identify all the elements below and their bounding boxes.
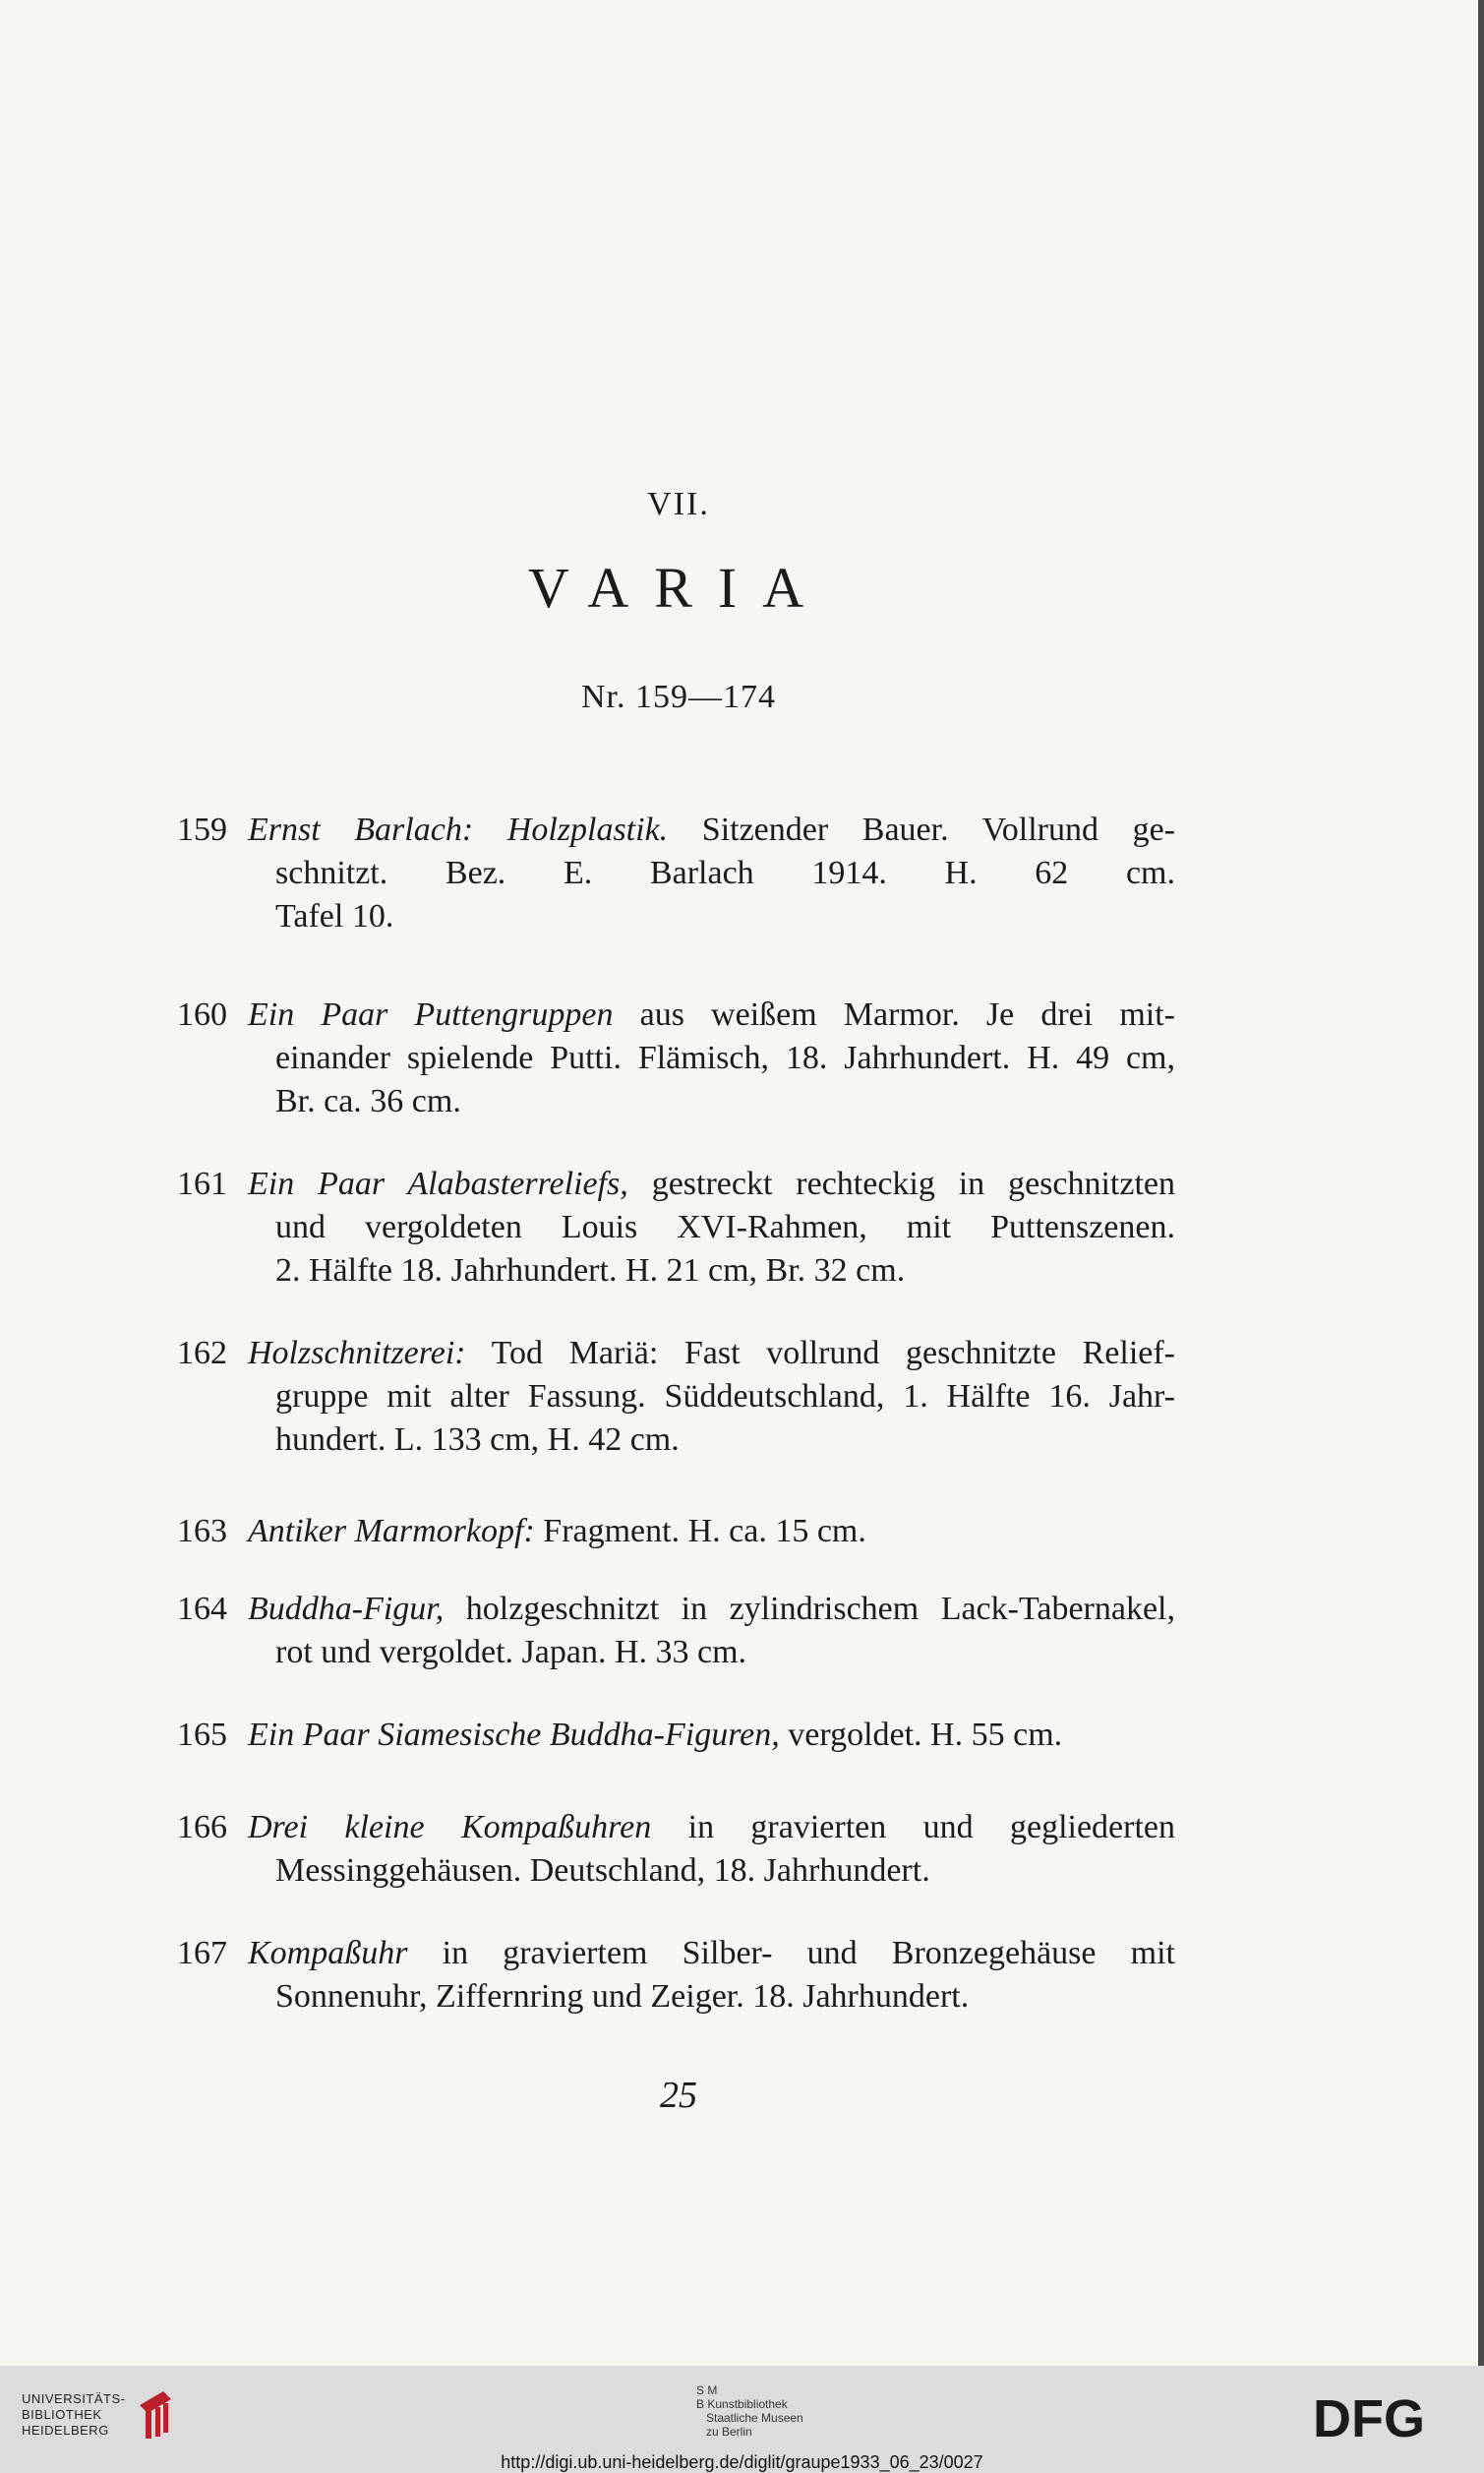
entry-number: 160 (177, 996, 227, 1033)
chapter-number: VII. (647, 486, 710, 522)
entry-number: 167 (177, 1935, 227, 1971)
entry-range: Nr. 159—174 (581, 679, 776, 715)
entry-title: Ein Paar Puttengruppen (248, 996, 614, 1033)
dfg-logo-icon (1313, 2387, 1460, 2446)
entry-line-1 (248, 1932, 1175, 1975)
entry-number: 159 (177, 812, 227, 848)
entry-line-1 (248, 1588, 1175, 1631)
entry-line-3: Br. ca. 36 cm. (275, 1083, 461, 1119)
entry-line-2: Sonnenuhr, Ziffernring und Zeiger. 18. Jahrhundert. (275, 1978, 970, 2015)
entry-text: in gravierten und gegliederten (687, 1809, 1175, 1845)
entry-number: 161 (177, 1166, 227, 1202)
entry-title: Drei kleine Kompaßuhren (248, 1809, 652, 1845)
entry-166 (177, 1806, 1175, 1893)
entry-title: Ein Paar Alabasterreliefs, (248, 1166, 628, 1202)
entry-line-2: Messinggehäusen. Deutschland, 18. Jahrhundert. (275, 1852, 930, 1889)
entry-line-3: Tafel 10. (275, 898, 394, 935)
entry-text: gestreckt rechteckig in geschnitzten (651, 1166, 1175, 1202)
entry-161 (177, 1163, 1175, 1293)
entry-164 (177, 1588, 1175, 1674)
entry-line-1 (248, 809, 1175, 852)
entry-162 (177, 1332, 1175, 1462)
entry-title: Antiker Marmorkopf: (248, 1513, 535, 1549)
entry-text: Sitzender Bauer. Vollrund ge- (701, 812, 1176, 848)
entry-line-1 (248, 994, 1175, 1037)
entry-line-1 (248, 1163, 1175, 1206)
entry-number: 164 (177, 1591, 227, 1627)
entry-text: in graviertem Silber- und Bronzegehäuse mit (442, 1935, 1175, 1971)
entry-number: 162 (177, 1335, 227, 1371)
library-name: UNIVERSITÄTS- BIBLIOTHEK HEIDELBERG (22, 2391, 126, 2438)
entry-167 (177, 1932, 1175, 2019)
entry-160 (177, 994, 1175, 1123)
entry-line-1 (248, 1510, 1175, 1553)
entry-number: 166 (177, 1809, 227, 1845)
page-edge (1478, 0, 1484, 2366)
entry-text: Tod Mariä: Fast vollrund geschnitzte Relief- (491, 1335, 1175, 1371)
entry-line-3: 2. Hälfte 18. Jahrhundert. H. 21 cm, Br. 32 cm. (275, 1252, 906, 1289)
chapter-title: VARIA (527, 556, 830, 620)
entry-title: Holzschnitzerei: (248, 1335, 466, 1371)
entry-title: Ein Paar Siamesische Buddha-Figuren, (248, 1717, 780, 1753)
entry-165 (177, 1714, 1175, 1757)
entry-line-2: gruppe mit alter Fassung. Süddeutschland, 1. Hälfte 16. Jahr- (275, 1378, 1175, 1415)
entry-title: Buddha-Figur, (248, 1591, 445, 1627)
entry-line-1 (248, 1714, 1175, 1757)
entry-number: 163 (177, 1513, 227, 1549)
entry-line-1 (248, 1332, 1175, 1375)
entry-number: 165 (177, 1717, 227, 1753)
entry-line-2: rot und vergoldet. Japan. H. 33 cm. (275, 1634, 747, 1670)
entry-text: Fragment. H. ca. 15 cm. (543, 1513, 866, 1549)
entry-title: Ernst Barlach: Holzplastik. (248, 812, 669, 848)
entry-line-2: schnitzt. Bez. E. Barlach 1914. H. 62 cm. (275, 855, 1175, 891)
entry-title: Kompaßuhr (248, 1935, 408, 1971)
footer-bar (0, 2366, 1484, 2473)
entry-163 (177, 1510, 1175, 1553)
entry-line-2: einander spielende Putti. Flämisch, 18. Jahrhundert. H. 49 cm, (275, 1040, 1175, 1076)
page-number: 25 (660, 2075, 697, 2116)
entry-text: vergoldet. H. 55 cm. (788, 1717, 1063, 1753)
kunstbibliothek-logo: S M B Kunstbibliothek Staatliche Museen zu Berlin (696, 2383, 803, 2439)
svg-text:DFG: DFG (1313, 2389, 1425, 2446)
entry-line-3: hundert. L. 133 cm, H. 42 cm. (275, 1421, 680, 1458)
source-url-link[interactable]: http://digi.ub.uni-heidelberg.de/diglit/graupe1933_06_23/0027 (501, 2452, 983, 2472)
entry-text: aus weißem Marmor. Je drei mit- (639, 996, 1175, 1033)
library-logo-icon (134, 2387, 177, 2443)
entry-159 (177, 809, 1175, 938)
entry-line-2: und vergoldeten Louis XVI-Rahmen, mit Puttenszenen. (275, 1209, 1175, 1245)
entry-line-1 (248, 1806, 1175, 1849)
entry-text: holzgeschnitzt in zylindrischem Lack-Tabernakel, (465, 1591, 1175, 1627)
